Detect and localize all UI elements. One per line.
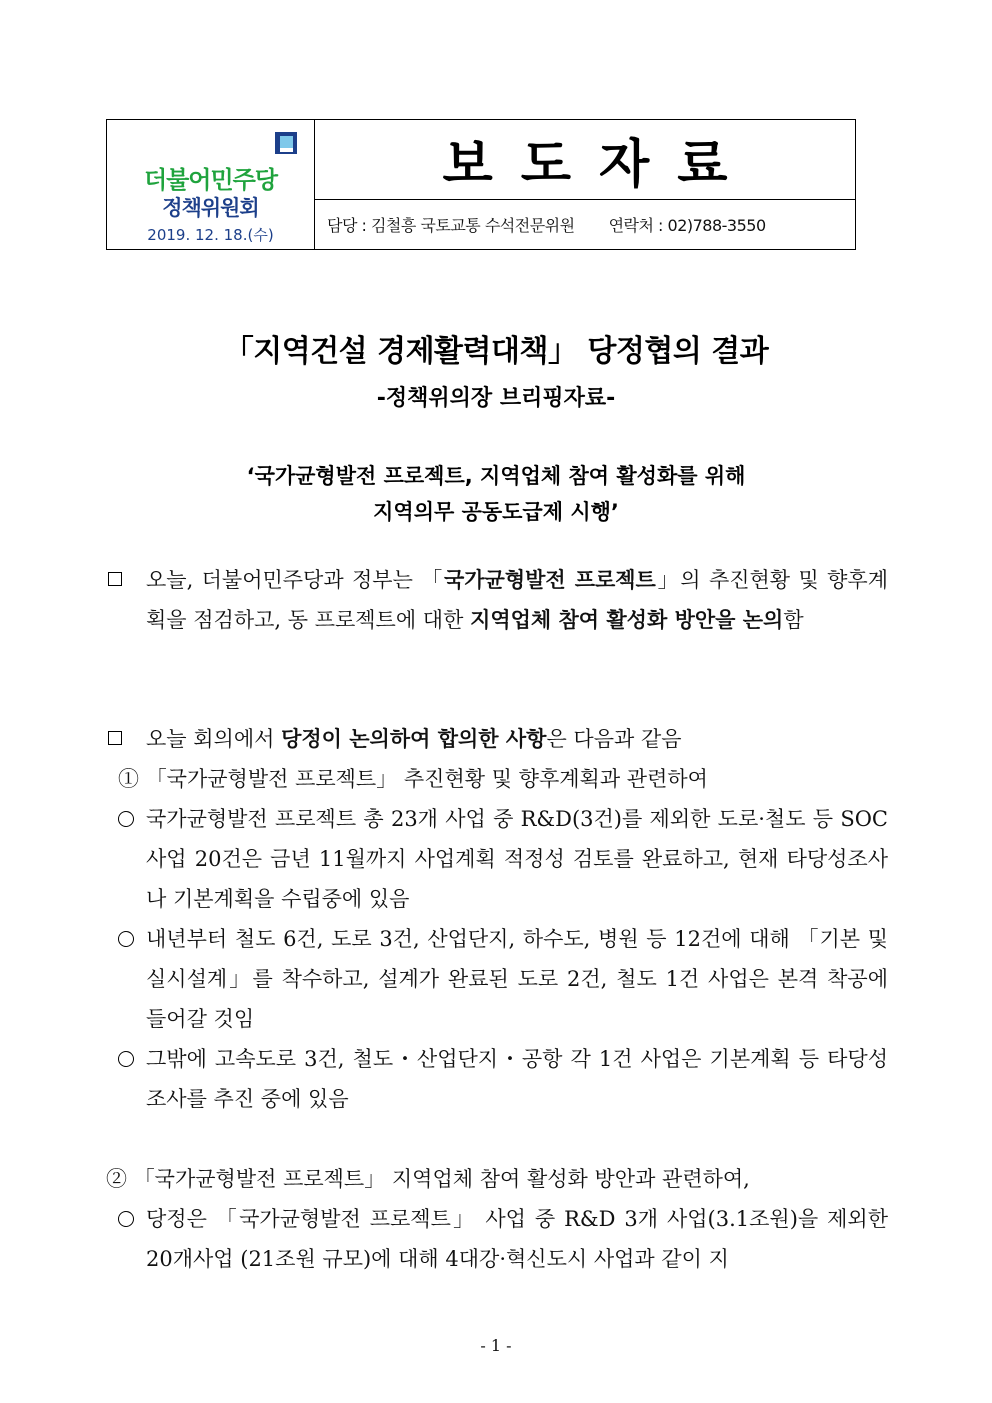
contact-info (315, 200, 855, 249)
section-1-heading: ① 「국가균형발전 프로젝트」 추진현황 및 향후계획과 관련하여 (118, 767, 708, 791)
circle-bullet-icon (118, 1211, 134, 1227)
contact-phone: 연락처 : 02)788-3550 (608, 216, 766, 235)
section-1 (106, 759, 888, 1119)
page-number: - 1 - (480, 1336, 512, 1355)
circle-bullet-icon (118, 1051, 134, 1067)
circle-bullet-icon (118, 811, 134, 827)
press-title: 보도자료 (442, 135, 756, 195)
party-flag-icon (273, 130, 299, 156)
document-subtitle: -정책위의장 브리핑자료- (376, 386, 616, 411)
press-release-header (106, 119, 856, 250)
paragraph-2: 오늘 회의에서 당정이 논의하여 합의한 사항은 다음과 같음 (106, 719, 888, 759)
circle-bullet-icon (118, 931, 134, 947)
emphasis: 국가균형발전 프로젝트 (443, 568, 656, 592)
section-2 (106, 1159, 888, 1279)
headline (0, 458, 992, 530)
headline-line-2: 지역의무 공동도급제 시행’ (373, 500, 619, 524)
document-title: 「지역건설 경제활력대책」 당정협의 결과 (223, 334, 769, 369)
list-item: 당정은 「국가균형발전 프로젝트」 사업 중 R&D 3개 사업(3.1조원)을 제외한 20개사업 (21조원 규모)에 대해 4대강·혁신도시 사업과 같이 지 (106, 1199, 888, 1279)
paragraph-1: 오늘, 더불어민주당과 정부는 「국가균형발전 프로젝트」의 추진현황 및 향후계획을 점검하고, 동 프로젝트에 대한 지역업체 참여 활성화 방안을 논의함 (106, 560, 888, 640)
emphasis: 지역업체 참여 활성화 방안 (470, 608, 716, 632)
committee-name: 정책위원회 (162, 196, 259, 220)
square-bullet-icon (108, 572, 122, 586)
contact-person: 담당 : 김철흥 국토교통 수석전문위원 (327, 216, 575, 235)
circled-number-1: ① (118, 767, 139, 791)
list-item: 내년부터 철도 6건, 도로 3건, 산업단지, 하수도, 병원 등 12건에 대해 「기본 및 실시설계」를 착수하고, 설계가 완료된 도로 2건, 철도 1건 사업은 본격 착공에 들어갈 것임 (106, 919, 888, 1039)
party-name: 더불어민주당 (143, 166, 278, 194)
circled-number-2: ② (106, 1167, 127, 1191)
party-logo (107, 120, 315, 249)
press-title-cell (315, 120, 855, 200)
list-item: 그밖에 고속도로 3건, 철도・산업단지・공항 각 1건 사업은 기본계획 등 타당성 조사를 추진 중에 있음 (106, 1039, 888, 1119)
list-item: 국가균형발전 프로젝트 총 23개 사업 중 R&D(3건)를 제외한 도로·철도 등 SOC 사업 20건은 금년 11월까지 사업계획 적정성 검토를 완료하고, 현재 타당성조사나 기본계획을 수립중에 있음 (106, 799, 888, 919)
headline-line-1: ‘국가균형발전 프로젝트, 지역업체 참여 활성화를 위해 (246, 464, 746, 488)
release-date: 2019. 12. 18.(수) (147, 226, 274, 244)
emphasis: 당정이 논의하여 합의한 사항 (281, 727, 547, 751)
section-2-heading: ② 「국가균형발전 프로젝트」 지역업체 참여 활성화 방안과 관련하여, (106, 1167, 750, 1191)
square-bullet-icon (108, 731, 122, 745)
